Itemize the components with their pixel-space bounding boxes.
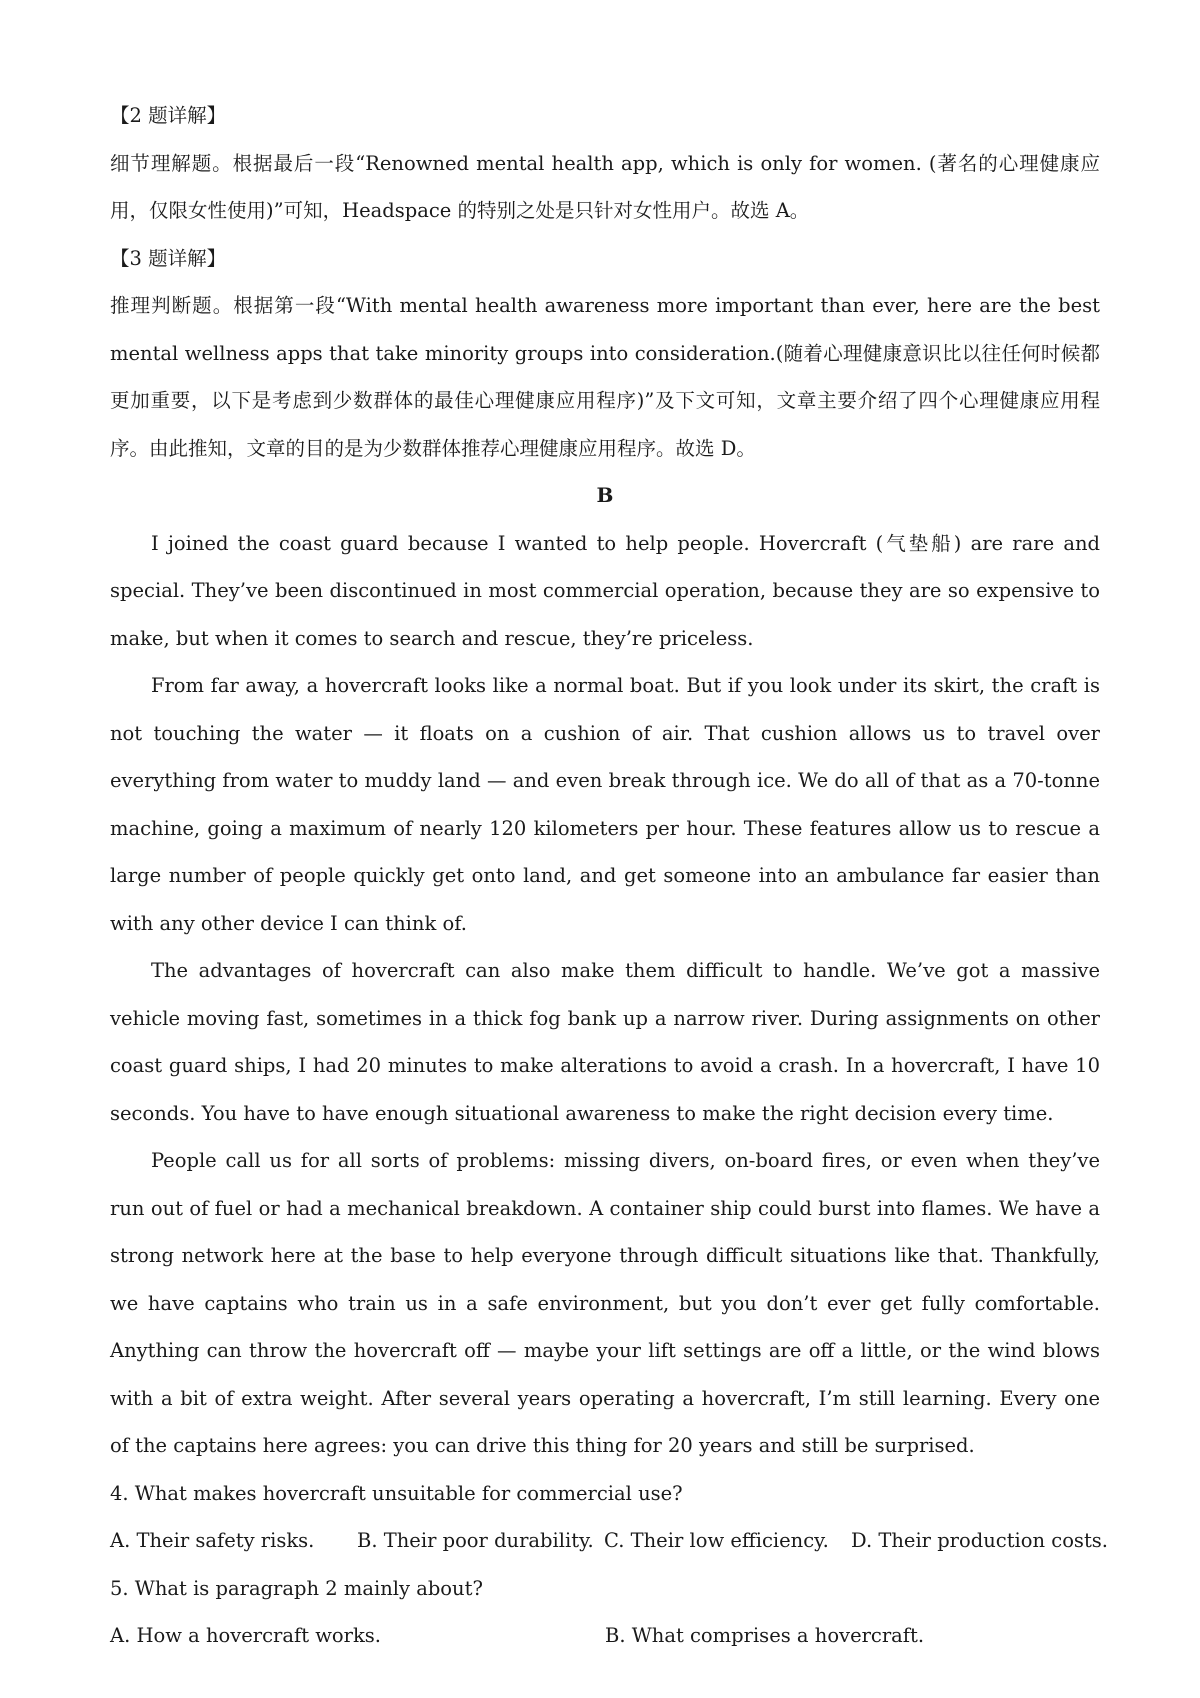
question-5-options: [110, 1612, 1100, 1660]
explanation-2-text: 细节理解题。根据最后一段“Renowned mental health app, which is only for women. (著名的心理健康应用，仅限女性使用)”可知，Headspace 的特别之处是只针对女性用户。故选 A。: [110, 151, 1100, 222]
passage-paragraph-3: The advantages of hovercraft can also make them difficult to handle. We’ve got a massive vehicle moving fast, sometimes in a thick fog bank up a narrow river. During assignments on other coast guard ships, I had 20 minutes to make alterations to avoid a crash. In a hovercraft, I have 10 seconds. You have to have enough situational awareness to make the right decision every time.: [110, 959, 1100, 1125]
question-4-option-c: C. Their low efficiency.: [604, 1529, 829, 1552]
question-4-stem: 4. What makes hovercraft unsuitable for commercial use?: [110, 1481, 683, 1505]
passage-paragraph-2: From far away, a hovercraft looks like a normal boat. But if you look under its skirt, the craft is not touching the water — it floats on a cushion of air. That cushion allows us to travel over everything from water to muddy land — and even break through ice. We do all of that as a 70-tonne machine, going a maximum of nearly 120 kilometers per hour. These features allow us to rescue a large number of people quickly get onto land, and get someone into an ambulance far easier than with any other device I can think of.: [110, 674, 1100, 935]
question-4-option-b: B. Their poor durability.: [357, 1529, 594, 1552]
passage-paragraph-4: People call us for all sorts of problems: missing divers, on-board fires, or even when they’ve run out of fuel or had a mechanical breakdown. A container ship could burst into flames. We have a strong network here at the base to help everyone through difficult situations like that. Thankfully, we have captains who train us in a safe environment, but you don’t ever get fully comfortable. Anything can throw the hovercraft off — maybe your lift settings are off a little, or the wind blows with a bit of extra weight. After several years operating a hovercraft, I’m still learning. Every one of the captains here agrees: you can drive this thing for 20 years and still be surprised.: [110, 1149, 1100, 1457]
explanation-3-text: 推理判断题。根据第一段“With mental health awareness more important than ever, here are the best mental wellness apps that take minority groups into consideration.(随着心理健康意识比以往任何时候都更加重要，以下是考虑到少数群体的最佳心理健康应用程序)”及下文可知，文章主要介绍了四个心理健康应用程序。由此推知，文章的目的是为少数群体推荐心理健康应用程序。故选 D。: [110, 294, 1100, 460]
question-4-options: [110, 1517, 1108, 1565]
explanation-2-heading: 【2 题详解】: [110, 104, 227, 127]
document-page: [110, 92, 1108, 1660]
explanation-3-heading: 【3 题详解】: [110, 246, 227, 270]
passage-title: B: [596, 483, 614, 507]
passage-paragraph-1: I joined the coast guard because I wanted to help people. Hovercraft (气垫船) are rare and special. They’ve been discontinued in most commercial operation, because they are so expensive to make, but when it comes to search and rescue, they’re priceless.: [110, 531, 1100, 650]
question-4-option-a: A. Their safety risks.: [110, 1529, 315, 1552]
question-4-option-d: D. Their production costs.: [851, 1529, 1108, 1552]
question-5-option-a: A. How a hovercraft works.: [110, 1624, 382, 1647]
question-5-stem: 5. What is paragraph 2 mainly about?: [110, 1576, 483, 1600]
question-5-option-b: B. What comprises a hovercraft.: [605, 1624, 925, 1647]
